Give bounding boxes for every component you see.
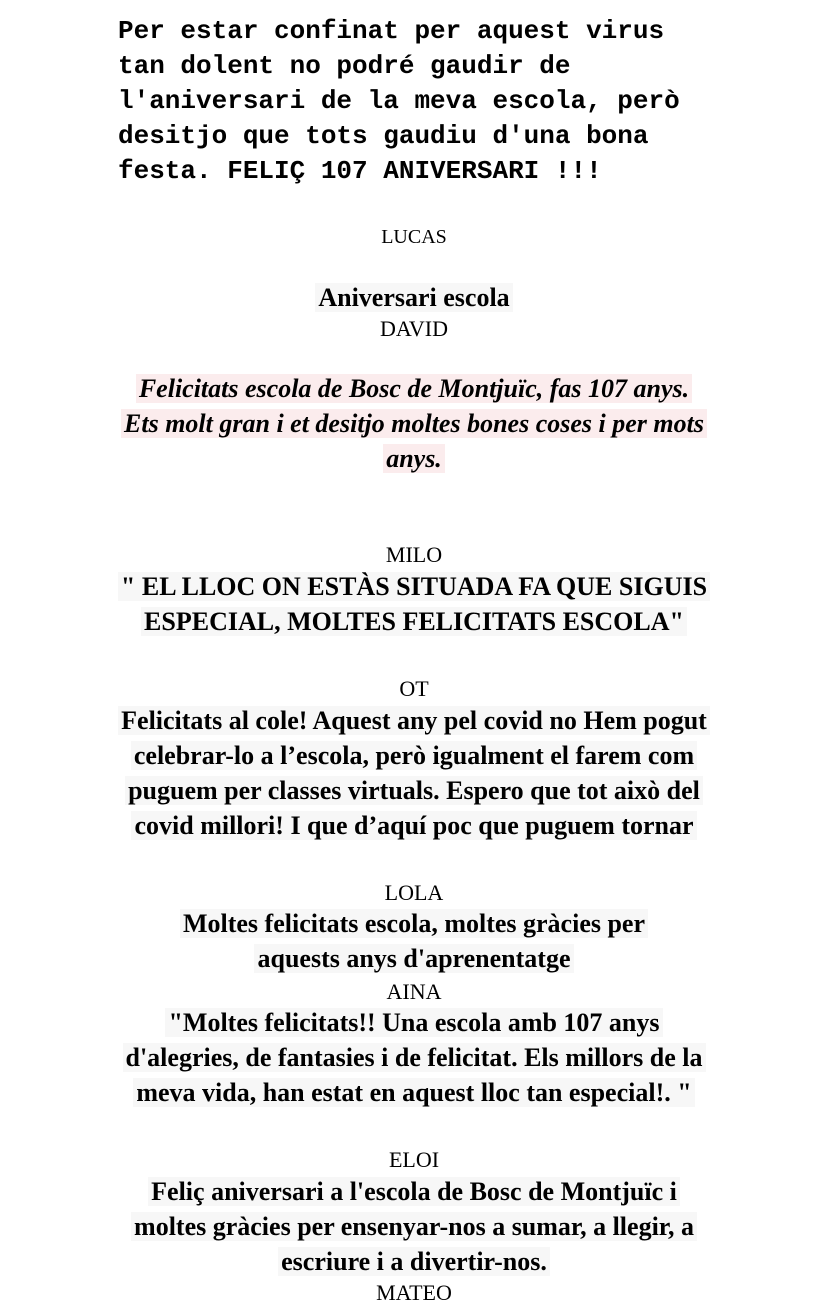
message-text: Aniversari escola <box>0 280 828 315</box>
message-author: ELOI <box>388 1147 440 1172</box>
message-author: OT <box>399 676 429 701</box>
message-text: " EL LLOC ON ESTÀS SITUADA FA QUE SIGUIS ESPECIAL, MOLTES FELICITATS ESCOLA" <box>114 569 714 639</box>
message-text: Moltes felicitats escola, moltes gràcies per aquests anys d'aprenentatge <box>144 906 684 976</box>
message-text: Felicitats al cole! Aquest any pel covid no Hem pogut celebrar-lo a l’escola, però igualment el farem com puguem per classes virtuals. Espero que tot això del covid millori! I que d’aquí poc que puguem tornar <box>114 703 714 843</box>
message-author: LOLA <box>384 880 444 905</box>
message-text: Per estar confinat per aquest virus tan dolent no podré gaudir de l'aniversari de la meva escola, però desitjo que tots gaudiu d'una bona festa. FELIÇ 107 ANIVERSARI !!! <box>118 16 680 186</box>
message-text: Feliç aniversari a l'escola de Bosc de Montjuïc i moltes gràcies per ensenyar-nos a sumar, a llegir, a escriure i a divertir-nos. <box>114 1174 714 1279</box>
message-author: AINA <box>386 979 442 1004</box>
message-author: LUCAS <box>381 226 447 248</box>
message-author: MATEO <box>376 1280 452 1305</box>
message-author: DAVID <box>379 316 449 341</box>
message-text: "Moltes felicitats!! Una escola amb 107 anys d'alegries, de fantasies i de felicitat. Els millors de la meva vida, han estat en aquest lloc tan especial!. " <box>114 1005 714 1110</box>
message-text: Felicitats escola de Bosc de Montjuïc, fas 107 anys. Ets molt gran i et desitjo moltes bones coses i per mots anys. <box>112 371 716 476</box>
message-author: MILO <box>385 542 443 567</box>
